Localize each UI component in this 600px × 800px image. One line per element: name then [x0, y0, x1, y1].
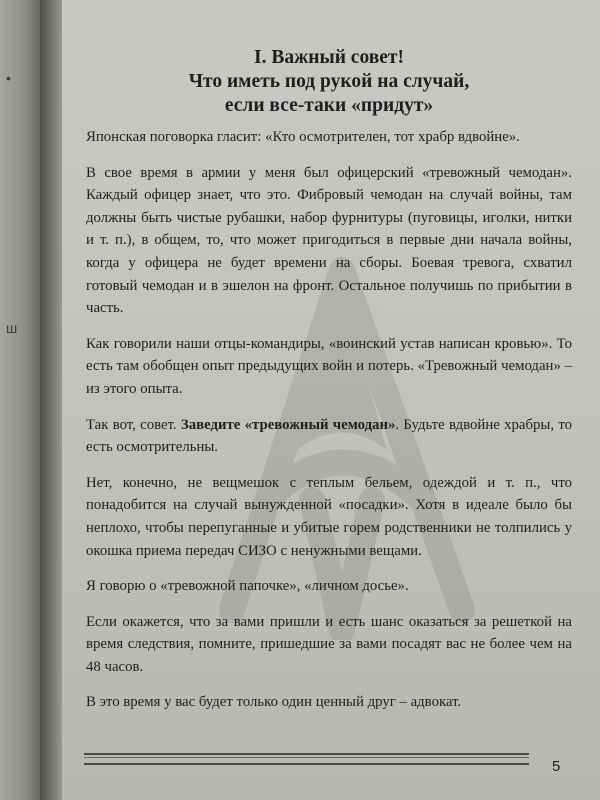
paragraph-army-suitcase: В свое время в армии у меня был офицерский «тревожный чемодан». Каждый офицер знает, что это. Фибровый чемодан на случай войны, там должны быть чистые рубашки, набор фурнитуры (пуговицы, иголки, нитки и т. п.), в общем, то, что может пригодиться в первые дни начала войны, когда у офицера не будет времени на сборы. Боевая тревога, схватил готовый чемодан и в эшелон на фронт. Остальное получишь по прибытии в часть. [86, 164, 572, 317]
paragraph-not-a-bag: Нет, конечно, не вещмешок с теплым бельем, одеждой и т. п., что понадобится на случай вынужденной «посадки». Хотя в идеале было бы неплохо, чтобы перепуганные и убитые горем родственники не толпились у окошка приема передач СИЗО с ненужными вещами. [86, 474, 572, 559]
page-number: 5 [552, 758, 561, 775]
paragraph-proverb: Японская поговорка гласит: «Кто осмотрителен, тот храбр вдвойне». [86, 129, 520, 145]
paragraph-alarm-folder: Я говорю о «тревожной папочке», «личном досье». [86, 578, 409, 595]
chapter-title [86, 46, 572, 118]
chapter-title-line: если все-таки «придут» [224, 95, 434, 116]
paragraph-detention: Если окажется, что за вами пришли и есть шанс оказаться за решеткой на время следствия, помните, пришедшие за вами посадят вас не более чем на 48 часов. [86, 613, 572, 675]
left-page-mark-2: ш [6, 320, 18, 336]
previous-page-edge [0, 0, 40, 800]
advice-bold-text: Заведите «тревожный чемодан» [180, 416, 396, 433]
advice-lead-text: Так вот, совет. [86, 416, 181, 433]
page-content [86, 34, 572, 727]
paragraph-lawyer: В это время у вас будет только один ценный друг – адвокат. [86, 694, 462, 711]
left-page-mark-1: • [6, 70, 11, 86]
chapter-title-line: I. Важный совет! [254, 47, 404, 68]
chapter-title-line: Что иметь под рукой на случай, [188, 71, 470, 92]
book-page [62, 0, 600, 800]
paragraph-advice [86, 414, 572, 459]
footer-rule [84, 753, 529, 765]
paragraph-military-charter: Как говорили наши отцы-командиры, «воинский устав написан кровью». То есть там обобщен опыт предыдущих войн и потерь. «Тревожный чемодан» – из этого опыта. [86, 335, 572, 397]
advice-trailing-text: . Будьте вдвойне храбры, то есть осмотрительны. [86, 416, 573, 456]
